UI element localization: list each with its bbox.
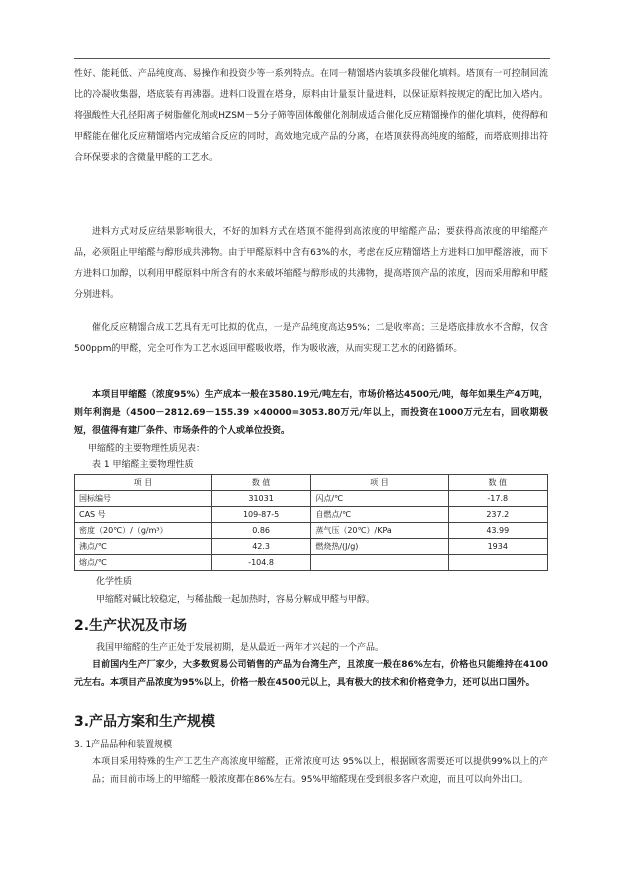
table-cell: 1934 xyxy=(448,539,547,555)
table-cell: 燃烧热/(J/g) xyxy=(311,539,448,555)
table-caption: 表 1 甲缩醛主要物理性质 xyxy=(92,460,194,470)
paragraph-profit-estimate: 本项目甲缩醛（浓度95%）生产成本一般在3580.19元/吨左右，市场价格达4500元/吨，每年如果生产4万吨，则年利润是（4500－2812.69－155.39 ×40000=3053.80万元/年以上，而投资在1000万元左右，回收期极短，很值得有建厂条件、市场条件的个人或单位投资。 xyxy=(74,390,548,436)
table-cell: 熔点/℃ xyxy=(75,555,212,571)
table-cell: 自燃点/℃ xyxy=(311,507,448,523)
table-cell: -17.8 xyxy=(448,491,547,507)
section-2-paragraph-1: 我国甲缩醛的生产正处于发展初期，是从最近一两年才兴起的一个产品。 xyxy=(96,643,385,653)
table-cell: 国标编号 xyxy=(75,491,212,507)
table-header-row xyxy=(75,475,548,491)
section-2-paragraph-2: 目前国内生产厂家少，大多数贸易公司销售的产品为台湾生产，且浓度一般在86%左右，价格也只能维持在4100元左右。本项目产品浓度为95%以上，价格一般在4500元以上，具有极大的技术和价格竞争力，还可以出口国外。 xyxy=(74,660,548,688)
table-row xyxy=(75,539,548,555)
section-3-paragraph-1: 本项目采用特殊的生产工艺生产高浓度甲缩醛，正常浓度可达 95%以上，根据顾客需要还可以提供99%以上的产品；而目前市场上的甲缩醛一般浓度都在86%左右。95%甲缩醛现在受到很多客户欢迎，而且可以向外出口。 xyxy=(92,757,548,785)
table-cell: 237.2 xyxy=(448,507,547,523)
chemical-properties-text: 甲缩醛对碱比较稳定，与稀盐酸一起加热时，容易分解成甲醛与甲醇。 xyxy=(96,595,376,605)
table-cell: 31031 xyxy=(211,491,310,507)
table-header-cell: 数 值 xyxy=(448,475,547,491)
table-cell: 密度（20℃）/（g/m³） xyxy=(75,523,212,539)
table-cell xyxy=(448,555,547,571)
table-cell: -104.8 xyxy=(211,555,310,571)
table-cell: 0.86 xyxy=(211,523,310,539)
physical-properties-table xyxy=(74,474,548,571)
table-cell xyxy=(311,555,448,571)
paragraph-process-intro: 性好、能耗低、产品纯度高、易操作和投资少等一系列特点。在同一精馏塔内装填多段催化填料。塔顶有一可控制回流比的冷凝收集器，塔底装有再沸器。进料口设置在塔身，原料由计量泵计量进料，以保证原料按规定的配比加入塔内。将强酸性大孔径阳离子树脂催化剂或HZSM－5分子筛等固体酸催化剂制成适合催化反应精馏操作的催化填料，使得醇和甲醛能在催化反应精馏塔内完成缩合反应的同时，高效地完成产品的分离，在塔顶获得高纯度的缩醛，而塔底则排出符合环保要求的含微量甲醛的工艺水。 xyxy=(74,69,548,163)
table-cell: CAS 号 xyxy=(75,507,212,523)
paragraph-feed-method: 进料方式对反应结果影响很大，不好的加料方式在塔顶不能得到高浓度的甲缩醛产品；要获得高浓度的甲缩醛产品，必须阻止甲缩醛与醇形成共沸物。由于甲醛原料中含有63%的水，考虑在反应精馏塔上方进料口加甲醛溶液，而下方进料口加醇，以利用甲醛原料中所含有的水来破坏缩醛与醇形成的共沸物，提高塔顶产品的浓度，因而采用醇和甲醛分别进料。 xyxy=(74,227,548,300)
section-3-title: 3.产品方案和生产规模 xyxy=(74,714,216,730)
table-cell: 沸点/℃ xyxy=(75,539,212,555)
chemical-properties-heading: 化学性质 xyxy=(96,577,133,587)
paragraph-advantages: 催化反应精馏合成工艺具有无可比拟的优点，一是产品纯度高达95%；二是收率高；三是塔底排放水不含醇，仅含500ppm的甲醛，完全可作为工艺水返回甲醛吸收塔，作为吸收液，从而实现工艺水的闭路循环。 xyxy=(74,323,548,354)
table-cell: 42.3 xyxy=(211,539,310,555)
section-3-subheading: 3. 1产品品种和装置规模 xyxy=(74,740,173,750)
table-header-cell: 项 目 xyxy=(311,475,448,491)
table-row xyxy=(75,555,548,571)
table-cell: 蒸气压（20℃）/KPa xyxy=(311,523,448,539)
table-cell: 闪点/℃ xyxy=(311,491,448,507)
section-2-title: 2.生产状况及市场 xyxy=(74,618,188,634)
table-row xyxy=(75,523,548,539)
table-header-cell: 数 值 xyxy=(211,475,310,491)
table-cell: 43.99 xyxy=(448,523,547,539)
table-header-cell: 项 目 xyxy=(75,475,212,491)
header-rule xyxy=(74,58,550,59)
table-cell: 109-87-5 xyxy=(211,507,310,523)
table-row xyxy=(75,491,548,507)
table-intro-text: 甲缩醛的主要物理性质见表： xyxy=(88,444,206,454)
table-row xyxy=(75,507,548,523)
